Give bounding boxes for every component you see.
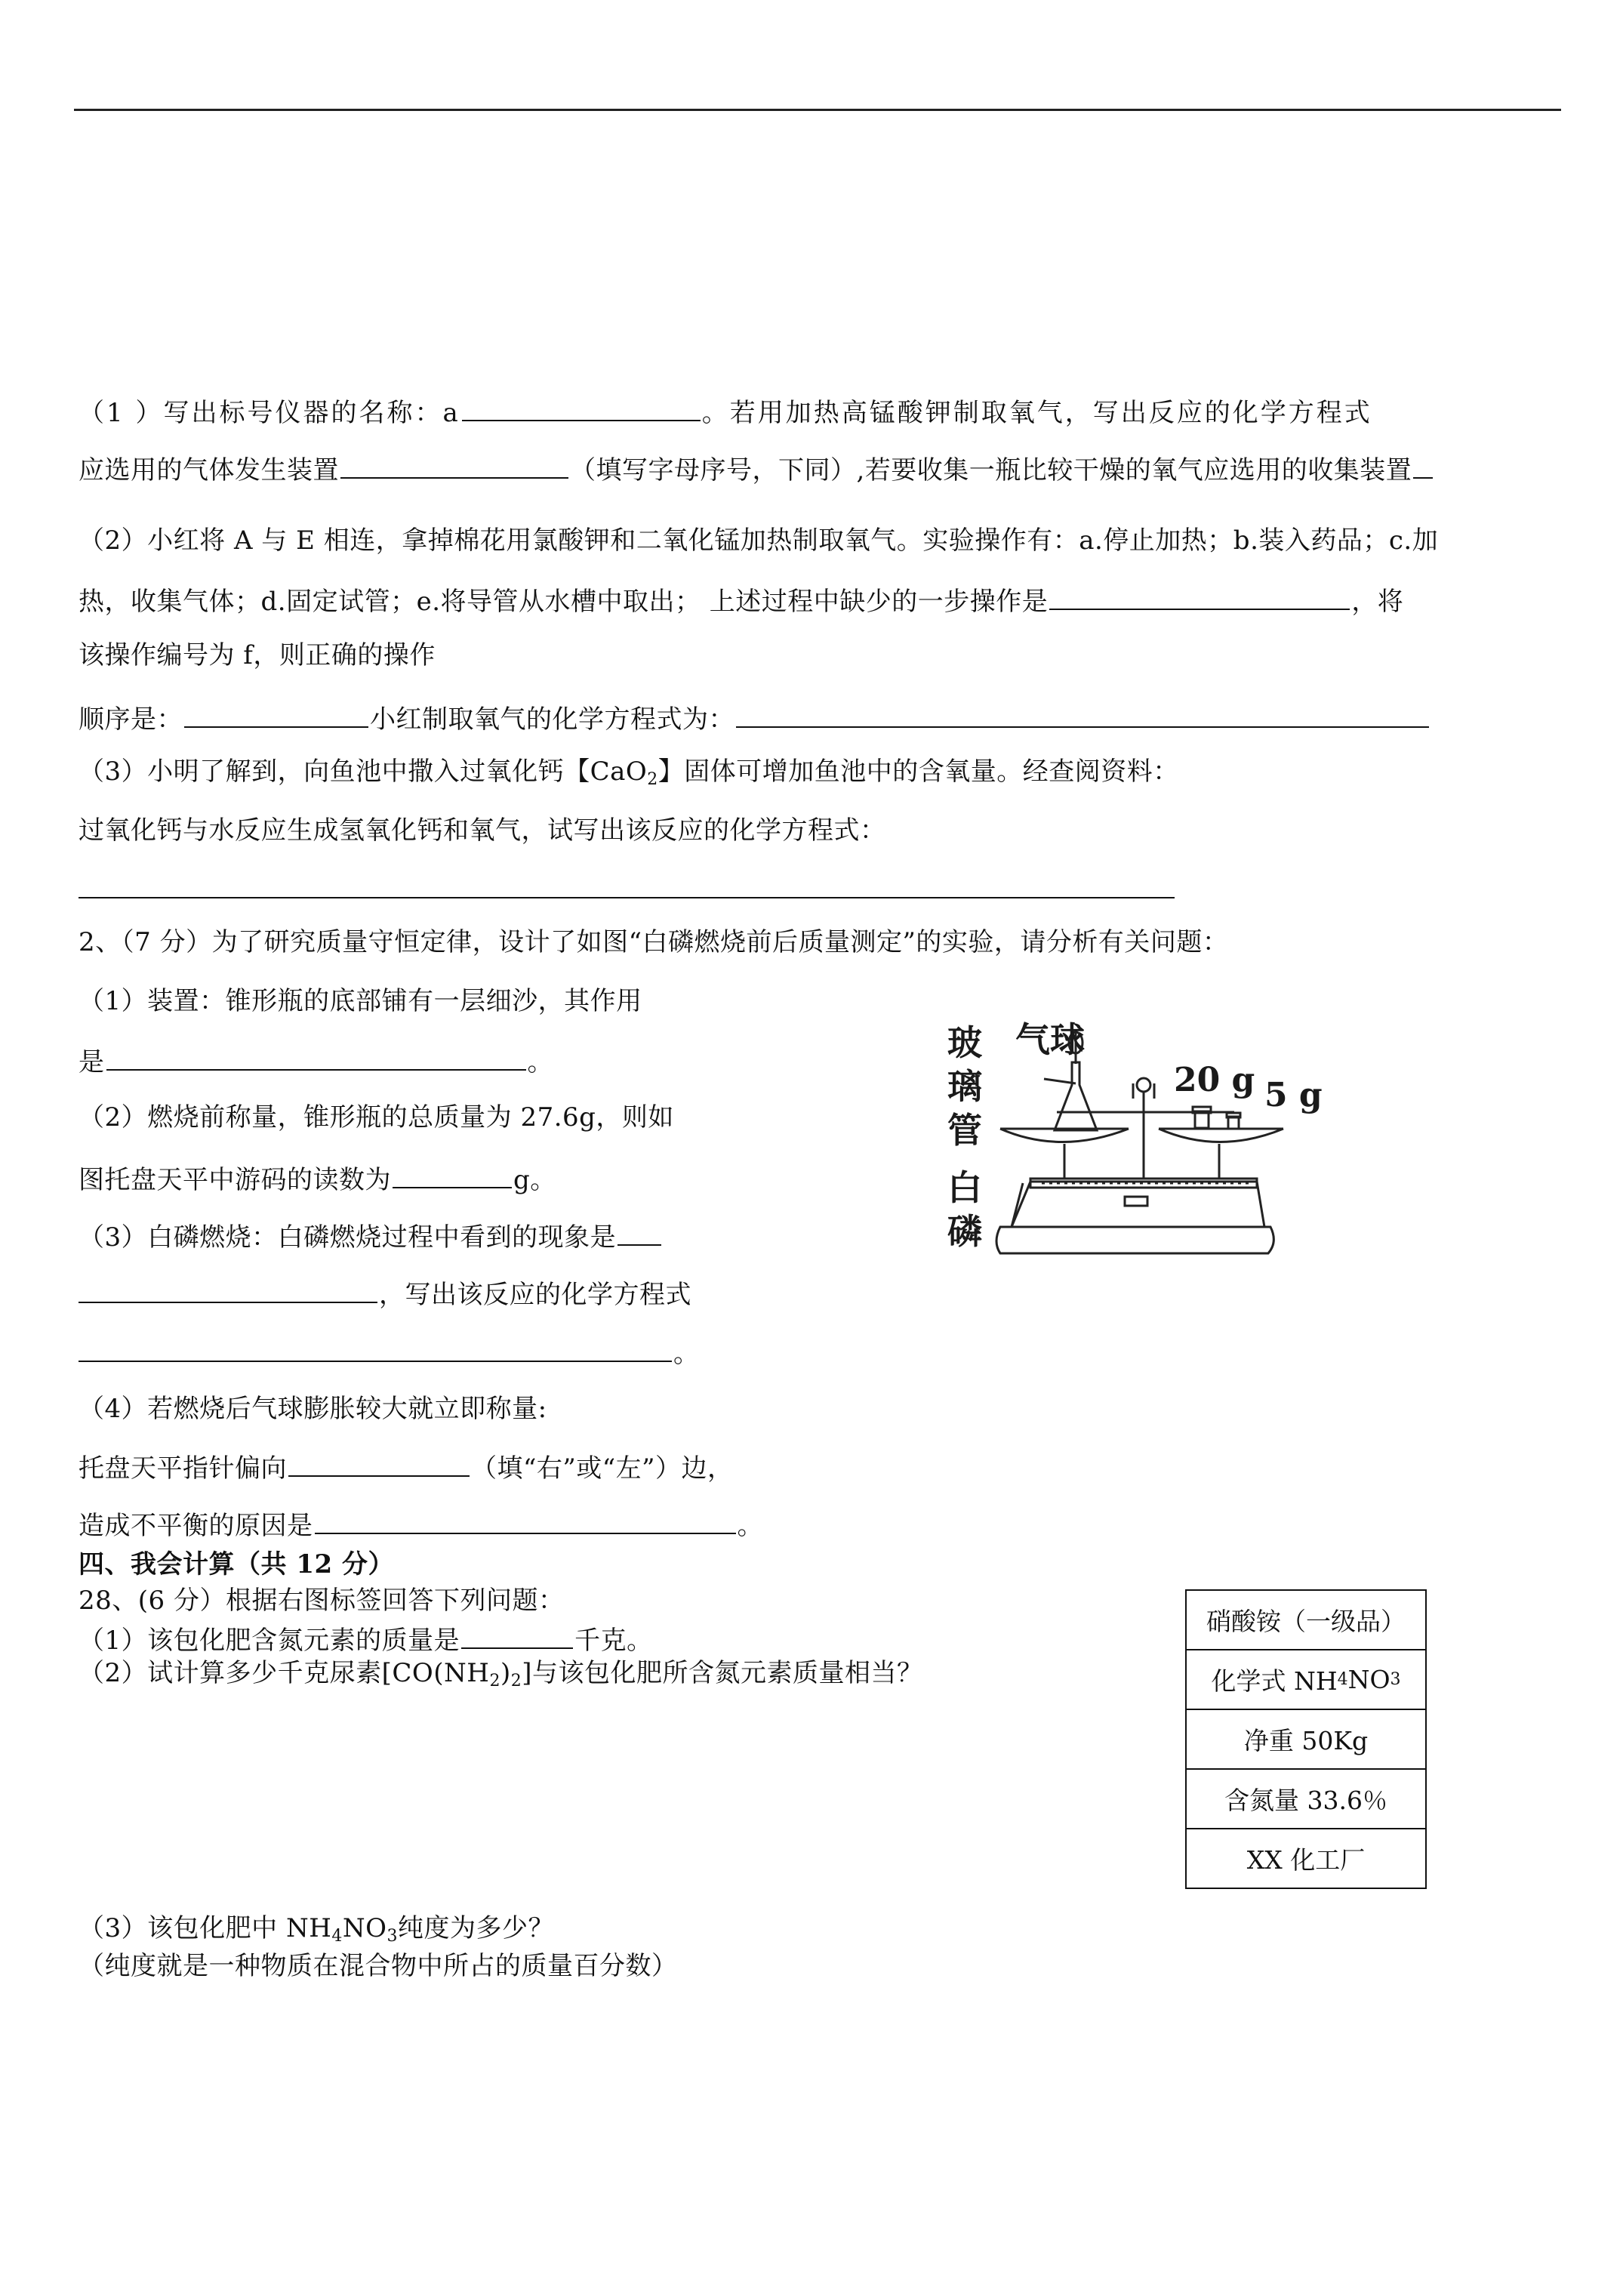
blank-equation-p[interactable] [79,1335,672,1362]
q2-p3c: 。 [79,1335,700,1369]
q1-line1: （1 ）写出标号仪器的名称：a 。若用加热高锰酸钾制取氧气，写出反应的化学方程式 [79,394,1372,428]
q2part-line1: （2）小红将 A 与 E 相连，拿掉棉花用氯酸钾和二氧化锰加热制取氧气。实验操作有：a.停止加热；b.装入药品；c.加 [79,525,1439,556]
blank-generator[interactable] [340,451,568,479]
label-title: 硝酸铵（一级品） [1187,1591,1425,1650]
q3part-line2: 过氧化钙与水反应生成氢氧化钙和氧气，试写出该反应的化学方程式： [79,815,886,846]
figure-label-glass-3: 管 [947,1110,982,1151]
blank-phenomenon[interactable] [79,1276,377,1303]
section4-heading: 四、我会计算（共 12 分） [79,1549,394,1579]
figure-label-phosphorus-2: 磷 [947,1211,982,1252]
label-formula: 化学式 NH 4 NO 3 [1187,1650,1425,1710]
q2-p2a: （2）燃烧前称量，锥形瓶的总质量为 27.6g，则如 [79,1102,674,1133]
blank-order[interactable] [184,701,368,728]
label-factory: XX 化工厂 [1246,1845,1366,1875]
blank-phenomenon-start[interactable] [617,1219,661,1246]
figure-label-glass-1: 玻 [947,1022,982,1063]
q2-p3a: （3）白磷燃烧：白磷燃烧过程中看到的现象是 [79,1219,663,1253]
blank-missing-step[interactable] [1049,583,1350,610]
figure-weight-20g: 20 g [1174,1061,1255,1099]
figure-label-balloon: 气球 [1015,1019,1085,1060]
q2-p3b: ，写出该反应的化学方程式 [79,1276,691,1310]
header-rule [74,109,1561,111]
label-net-weight: 净重 50Kg [1187,1710,1425,1770]
q3part-line1: （3）小明了解到，向鱼池中撒入过氧化钙【CaO$_2$】固体可增加鱼池中的含氧量。经查阅资料： [79,757,1179,789]
q2part-line2: 热，收集气体；d.固定试管；e.将导管从水槽中取出； 上述过程中缺少的一步操作是 ，将 [79,583,1403,617]
blank-collector[interactable] [1413,451,1433,479]
q2part-line3: 该操作编号为 f，则正确的操作 [79,640,436,670]
q2-p4a: （4）若燃烧后气球膨胀较大就立即称量: [79,1394,547,1424]
q2part-line4: 顺序是： 小红制取氧气的化学方程式为： [79,701,1431,735]
q2-p2b: 图托盘天平中游码的读数为 g。 [79,1161,556,1195]
q2-p4b: 托盘天平指针偏向 （填“右”或“左”）边， [79,1450,734,1484]
figure-weight-5g: 5 g [1264,1076,1323,1114]
q28-part3-note: （纯度就是一种物质在混合物中所占的质量百分数） [79,1951,678,1981]
blank-imbalance-reason[interactable] [315,1507,736,1534]
q2-p4c: 造成不平衡的原因是 。 [79,1507,763,1541]
blank-equation-kclo3[interactable] [736,701,1429,728]
q1-line2: 应选用的气体发生装置 （填写字母序号，下同）,若要收集一瓶比较干燥的氧气应选用的收集装置 [79,451,1434,485]
q2-p1b: 是 。 [79,1043,553,1077]
figure-label-glass-2: 璃 [947,1066,982,1107]
blank-equation-cao2[interactable] [79,897,1175,898]
blank-nitrogen-mass[interactable] [461,1622,573,1649]
fertilizer-label [1185,1589,1427,1889]
q28-title: 28、(6 分）根据右图标签回答下列问题： [79,1586,565,1616]
label-nitrogen: 含氮量 33.6％ [1187,1770,1425,1829]
q28-part2: （2）试计算多少千克尿素$[CO(NH_2)_2]$与该包化肥所含氮元素质量相当？ [79,1658,923,1690]
blank-apparatus-a[interactable] [462,394,701,421]
q2-title: 2、（7 分）为了研究质量守恒定律，设计了如图“白磷燃烧前后质量测定”的实验，请分析有关问题： [79,927,1229,957]
q2-p1a: （1）装置：锥形瓶的底部铺有一层细沙，其作用 [79,986,642,1016]
blank-pointer-side[interactable] [288,1450,470,1477]
balance-figure [917,1000,1340,1280]
blank-rider-reading[interactable] [393,1161,512,1188]
figure-label-phosphorus-1: 白 [947,1167,982,1208]
q28-part1: （1）该包化肥含氮元素的质量是 千克。 [79,1622,653,1656]
blank-sand-purpose[interactable] [106,1043,526,1071]
q28-part3: （3）该包化肥中 $NH_4NO_3$纯度为多少？ [79,1913,554,1946]
